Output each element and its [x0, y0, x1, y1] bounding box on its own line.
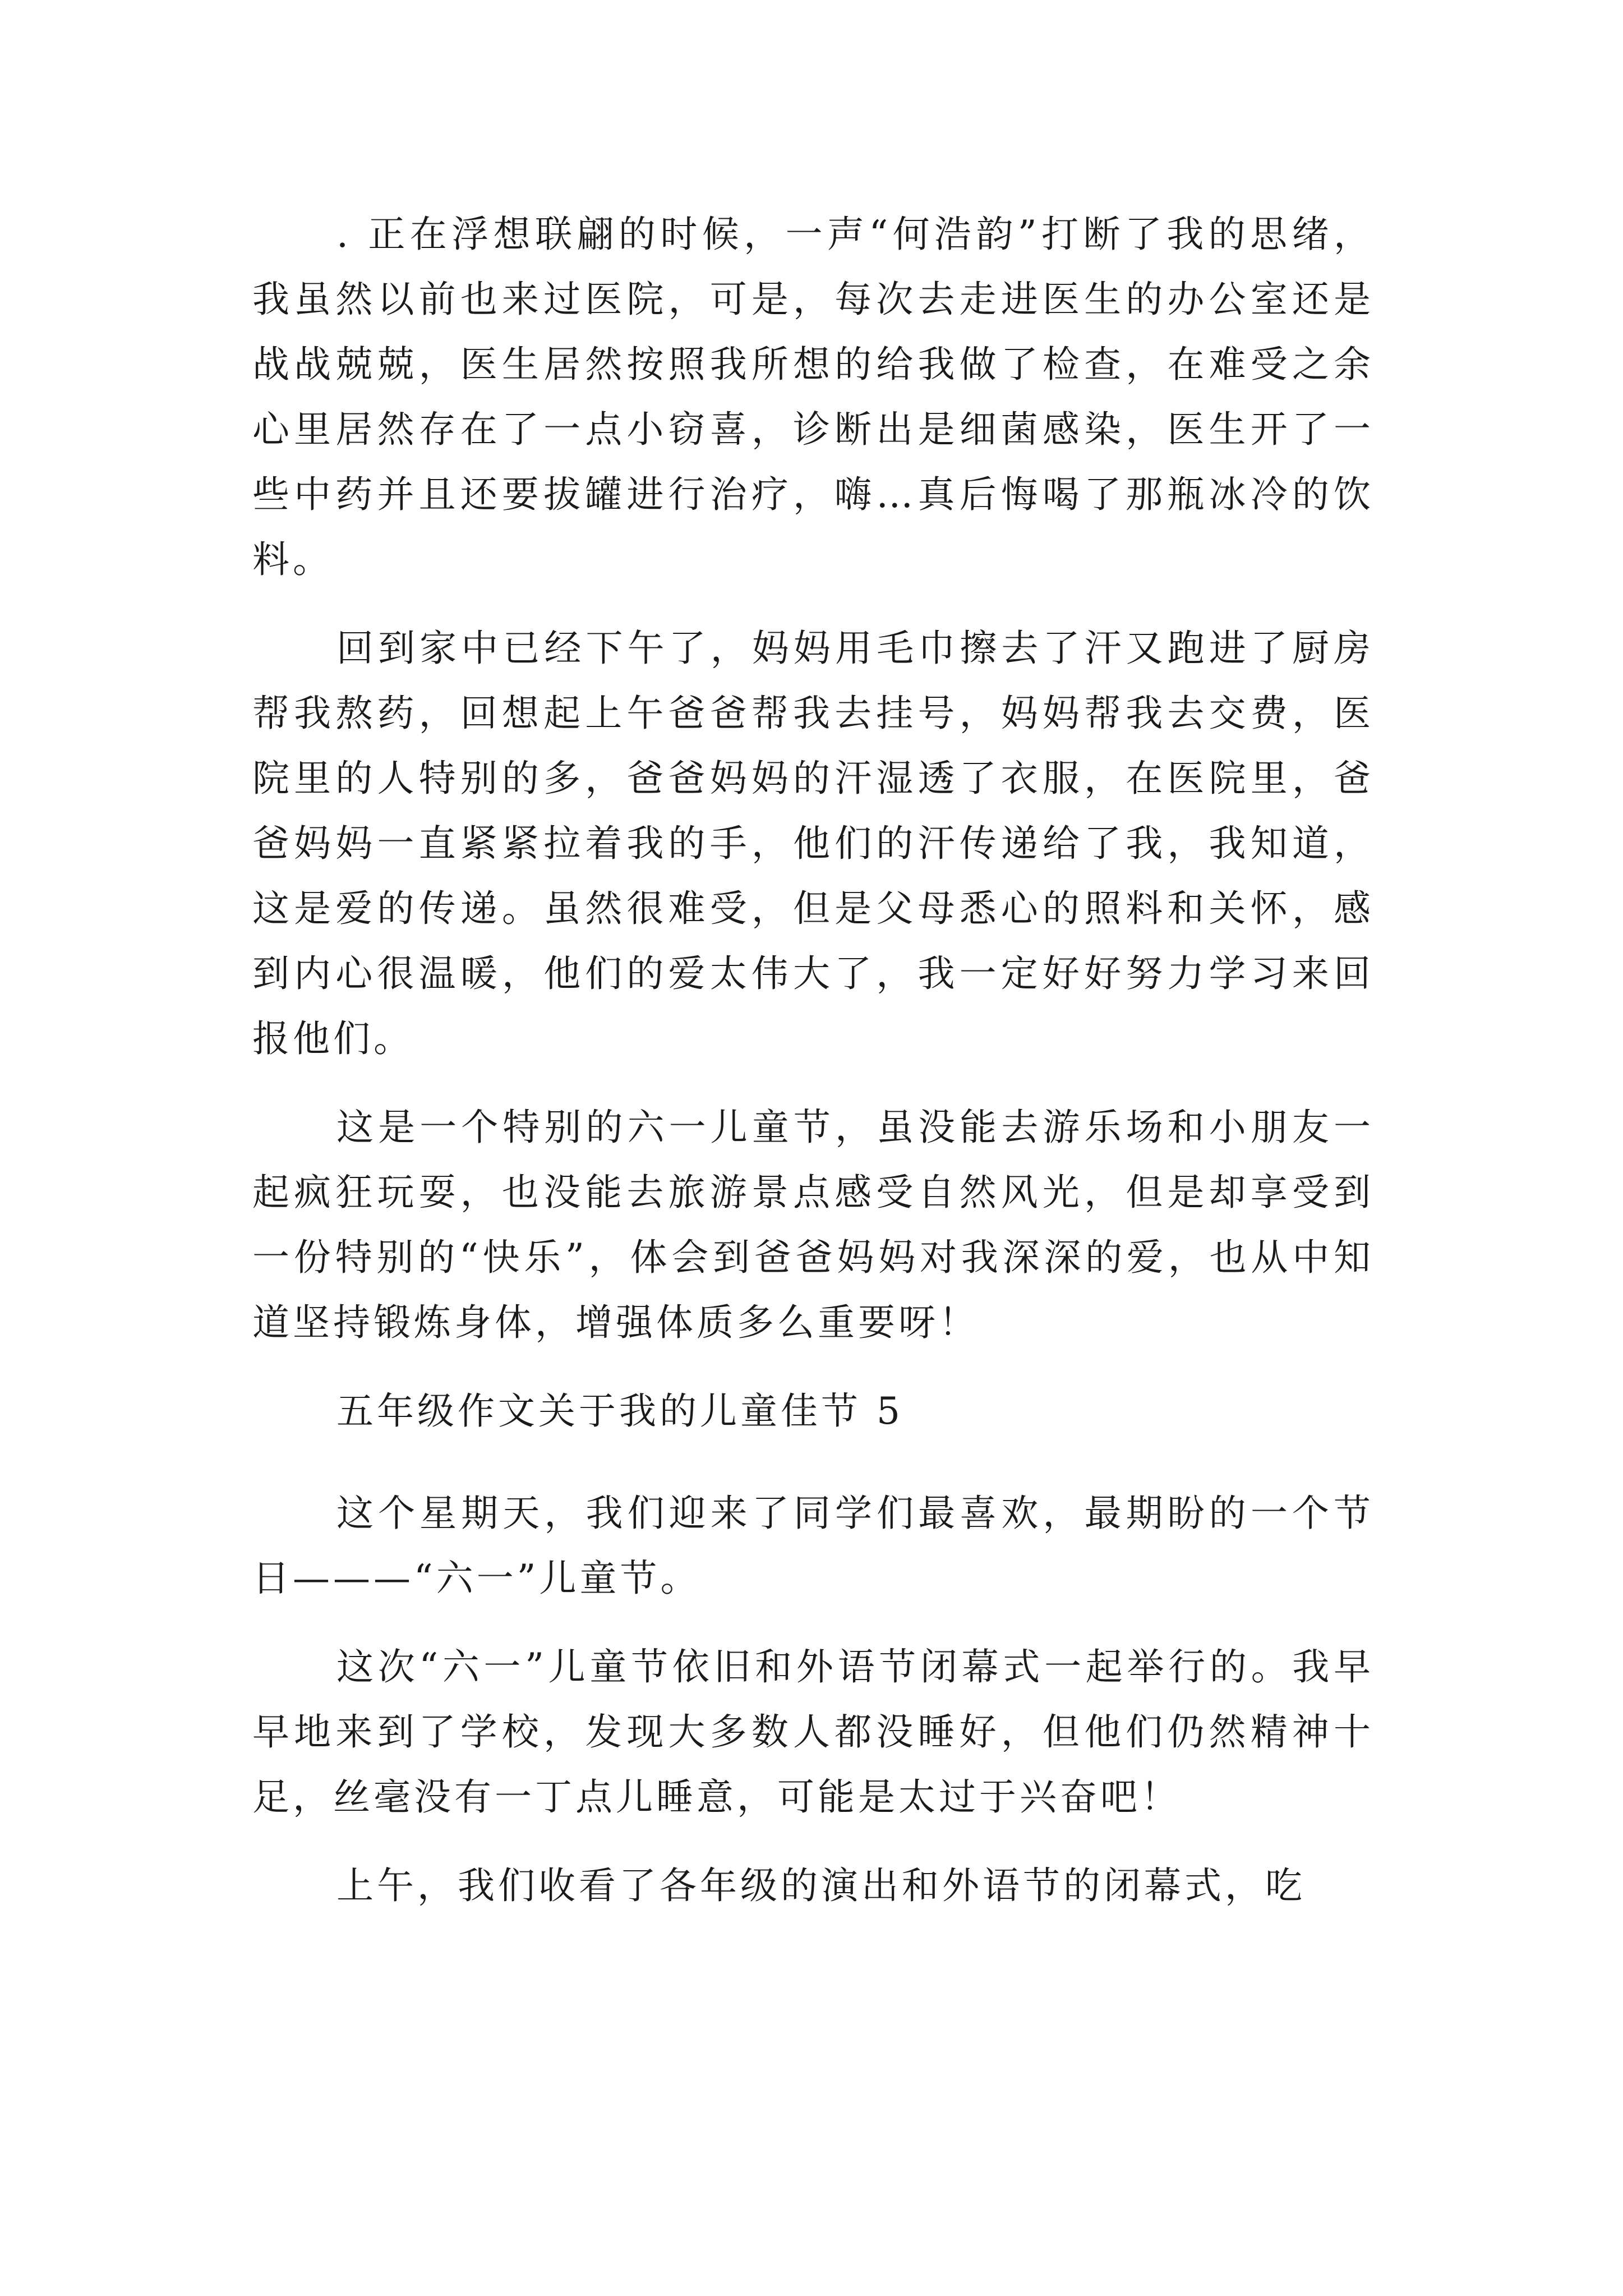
section-heading: 五年级作文关于我的儿童佳节 5: [336, 1389, 903, 1433]
paragraph-3: 这是一个特别的六一儿童节，虽没能去游乐场和小朋友一起疯狂玩耍，也没能去旅游景点感受自然风光，但是却享受到一份特别的“快乐”，体会到爸爸妈妈对我深深的爱，也从中知道坚持锻炼身体，增强体质多么重要呀！: [252, 1106, 1374, 1344]
paragraph-1: . 正在浮想联翩的时候，一声“何浩韵”打断了我的思绪，我虽然以前也来过医院，可是，每次去走进医生的办公室还是战战兢兢，医生居然按照我所想的给我做了检查，在难受之余心里居然存在了一点小窃喜，诊断出是细菌感染，医生开了一些中药并且还要拔罐进行治疗，嗨…真后悔喝了那瓶冰冷的饮料。: [252, 213, 1374, 581]
document-page: [252, 202, 1374, 1918]
paragraph-4: 这个星期天，我们迎来了同学们最喜欢，最期盼的一个节日———“六一”儿童节。: [252, 1492, 1374, 1600]
paragraph-5: 这次“六一”儿童节依旧和外语节闭幕式一起举行的。我早早地来到了学校，发现大多数人都没睡好，但他们仍然精神十足，丝毫没有一丁点儿睡意，可能是太过于兴奋吧！: [252, 1645, 1374, 1819]
paragraph-6: 上午，我们收看了各年级的演出和外语节的闭幕式，吃: [336, 1864, 1306, 1907]
paragraph-2: 回到家中已经下午了，妈妈用毛巾擦去了汗又跑进了厨房帮我熬药，回想起上午爸爸帮我去挂号，妈妈帮我去交费，医院里的人特别的多，爸爸妈妈的汗湿透了衣服，在医院里，爸爸妈妈一直紧紧拉着我的手，他们的汗传递给了我，我知道，这是爱的传递。虽然很难受，但是父母悉心的照料和关怀，感到内心很温暖，他们的爱太伟大了，我一定好好努力学习来回报他们。: [252, 627, 1374, 1060]
